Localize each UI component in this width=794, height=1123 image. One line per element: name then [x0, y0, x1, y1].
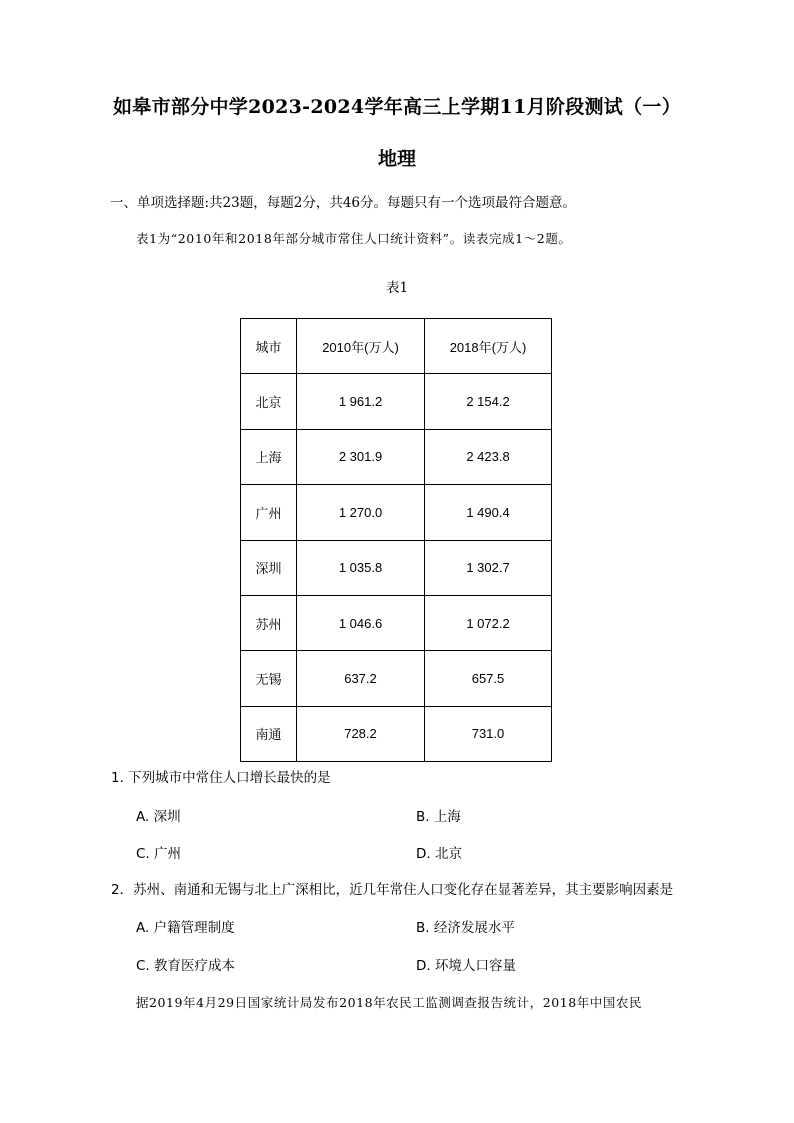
table-row — [241, 374, 552, 429]
cell-2018: 1 072.2 — [425, 595, 552, 650]
document-title: 如皋市部分中学2023-2024学年高三上学期11月阶段测试（一） — [113, 96, 681, 118]
cell-2018: 1 490.4 — [425, 485, 552, 540]
cell-2018: 2 154.2 — [425, 374, 552, 429]
cell-2010: 1 046.6 — [297, 595, 425, 650]
table-row — [241, 706, 552, 761]
table-row — [241, 651, 552, 706]
cell-2010: 1 961.2 — [297, 374, 425, 429]
question-1-option-c[interactable]: C. 广州 — [136, 846, 182, 862]
question-1-option-d[interactable]: D. 北京 — [416, 846, 462, 862]
cell-2018: 2 423.8 — [425, 429, 552, 484]
cell-2018: 731.0 — [425, 706, 552, 761]
cell-2010: 1 035.8 — [297, 540, 425, 595]
table-row — [241, 540, 552, 595]
question-1-option-a[interactable]: A. 深圳 — [136, 809, 181, 825]
trailing-paragraph: 据2019年4月29日国家统计局发布2018年农民工监测调查报告统计，2018年中国农民 — [136, 995, 642, 1010]
intro-text: 表1为“2010年和2018年部分城市常住人口统计资料”。读表完成1～2题。 — [136, 231, 572, 246]
cell-2010: 637.2 — [297, 651, 425, 706]
table-row — [241, 485, 552, 540]
question-2-option-b[interactable]: B. 经济发展水平 — [416, 920, 515, 936]
question-2-option-d[interactable]: D. 环境人口容量 — [416, 958, 516, 974]
cell-city: 南通 — [241, 706, 297, 761]
question-2-option-a[interactable]: A. 户籍管理制度 — [136, 920, 235, 936]
cell-city: 北京 — [241, 374, 297, 429]
cell-city: 上海 — [241, 429, 297, 484]
cell-2010: 1 270.0 — [297, 485, 425, 540]
header-2010: 2010年(万人) — [297, 319, 425, 374]
table-caption: 表1 — [385, 280, 409, 296]
table-row — [241, 429, 552, 484]
cell-2018: 1 302.7 — [425, 540, 552, 595]
subject-heading: 地理 — [377, 148, 416, 170]
cell-city: 广州 — [241, 485, 297, 540]
cell-2010: 2 301.9 — [297, 429, 425, 484]
cell-2010: 728.2 — [297, 706, 425, 761]
section-heading: 一、单项选择题:共23题，每题2分，共46分。每题只有一个选项最符合题意。 — [110, 195, 576, 211]
header-2018: 2018年(万人) — [425, 319, 552, 374]
question-1-option-b[interactable]: B. 上海 — [416, 809, 461, 825]
cell-2018: 657.5 — [425, 651, 552, 706]
population-table — [240, 318, 552, 762]
cell-city: 无锡 — [241, 651, 297, 706]
cell-city: 苏州 — [241, 595, 297, 650]
question-1-stem: 1. 下列城市中常住人口增长最快的是 — [111, 770, 331, 786]
table-row — [241, 595, 552, 650]
cell-city: 深圳 — [241, 540, 297, 595]
header-city: 城市 — [241, 319, 297, 374]
question-2-stem: 2．苏州、南通和无锡与北上广深相比，近几年常住人口变化存在显著差异，其主要影响因素是 — [111, 882, 674, 898]
question-2-option-c[interactable]: C. 教育医疗成本 — [136, 958, 236, 974]
table-header-row — [241, 319, 552, 374]
